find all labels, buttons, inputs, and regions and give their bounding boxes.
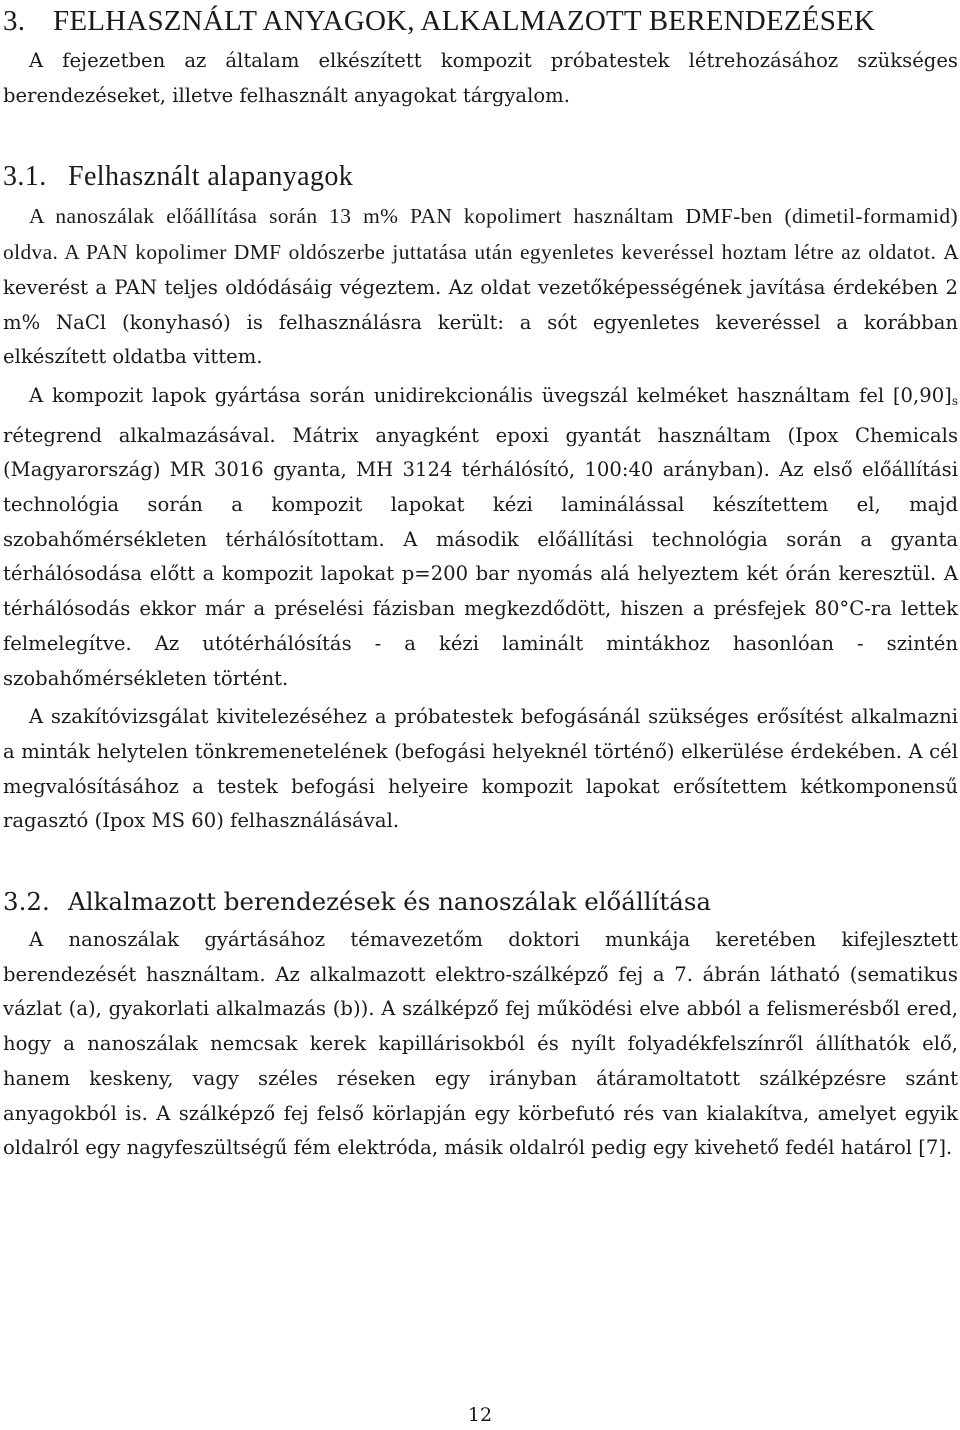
section-3-1-paragraph-3: A szakítóvizsgálat kivitelezéséhez a próbatestek befogásánál szükséges erősítést alkalmazni a minták helytelen tönkremenetelének (befogási helyeknél történő) elkerülése érdekében. A cél megvalósításához a testek befogási helyeire kompozit lapokat erősítettem kétkomponensű ragasztó (Ipox MS 60) felhasználásával. [3,705,958,833]
section-heading-3-2 [3,885,958,919]
chapter-title: FELHASZNÁLT ANYAGOK, ALKALMAZOTT BERENDEZÉSEK [53,5,876,37]
chapter-heading [3,0,958,38]
paragraph-segment: A kompozit lapok gyártása során unidirekcionális üvegszál kelméket használtam fel [0,90] [29,383,952,407]
section-3-1-paragraph-1 [3,199,958,375]
page-number: 12 [467,1404,493,1426]
paragraph-segment: A keverést a PAN teljes oldódásáig végeztem. Az oldat vezetőképességének javítása érdekében 2 m% NaCl (konyhasó) is felhasználásra került: a sót egyenletes keveréssel a korábban elkészített oldatba vittem. [3,241,958,369]
section-title: Alkalmazott berendezések és nanoszálak előállítása [68,887,712,917]
chapter-intro-paragraph: A fejezetben az általam elkészített kompozit próbatestek létrehozásához szükséges berendezéseket, illetve felhasznált anyagokat tárgyalom. [3,49,958,107]
section-number: 3.2. [3,887,50,917]
section-3-1-paragraph-2 [3,379,958,696]
section-title: Felhasznált alapanyagok [68,161,354,193]
section-3-2-paragraph-1: A nanoszálak gyártásához témavezetőm doktori munkája keretében kifejlesztett berendezését használtam. Az alkalmazott elektro-szálképző fej a 7. ábrán látható (sematikus vázlat (a), gyakorlati alkalmazás (b)). A szálképző fej működési elve abból a felismerésből ered, hogy a nanoszálak nemcsak kerek kapillárisokból és nyílt folyadékfelszínről állíthatók elő, hanem keskeny, vagy széles réseken egy irányban átáramoltatott szálképzésre szánt anyagokból is. A szálképző fej felső körlapján egy körbefutó rés van kialakítva, amelyet egyik oldalról egy nagyfeszültségű fém elektróda, másik oldalról pedig egy kivehető fedél határol [7]. [3,928,958,1160]
paragraph-segment: rétegrend alkalmazásával. Mátrix anyagként epoxi gyantát használtam (Ipox Chemicals (Magyarország) MR 3016 gyanta, MH 3124 térhálósító, 100:40 arányban). Az első előállítási technológia során a kompozit lapokat kézi laminálással készítettem el, majd szobahőmérsékleten térhálósítottam. A második előállítási technológia során a gyanta térhálósodása előtt a kompozit lapokat p=200 bar nyomás alá helyeztem két órán keresztül. A térhálósodás ekkor már a préselési fázisban megkezdődött, hiszen a présfejek 80°C-ra lettek felmelegítve. Az utótérhálósítás - a kézi laminált mintákhoz hasonlóan - szintén szobahőmérsékleten történt. [3,423,958,690]
page-content [3,0,958,1166]
section-number: 3.1. [3,161,47,193]
subscript: s [951,393,958,408]
paragraph-segment-times: A nanoszálak előállítása során 13 m% PAN kopolimert használtam DMF-ben (dimetil-formamid) oldva. A PAN kopolimer DMF oldószerbe juttatása után egyenletes keveréssel hoztam létre az oldatot. [3,204,958,265]
chapter-number: 3. [3,5,26,37]
section-heading-3-1 [3,159,958,195]
